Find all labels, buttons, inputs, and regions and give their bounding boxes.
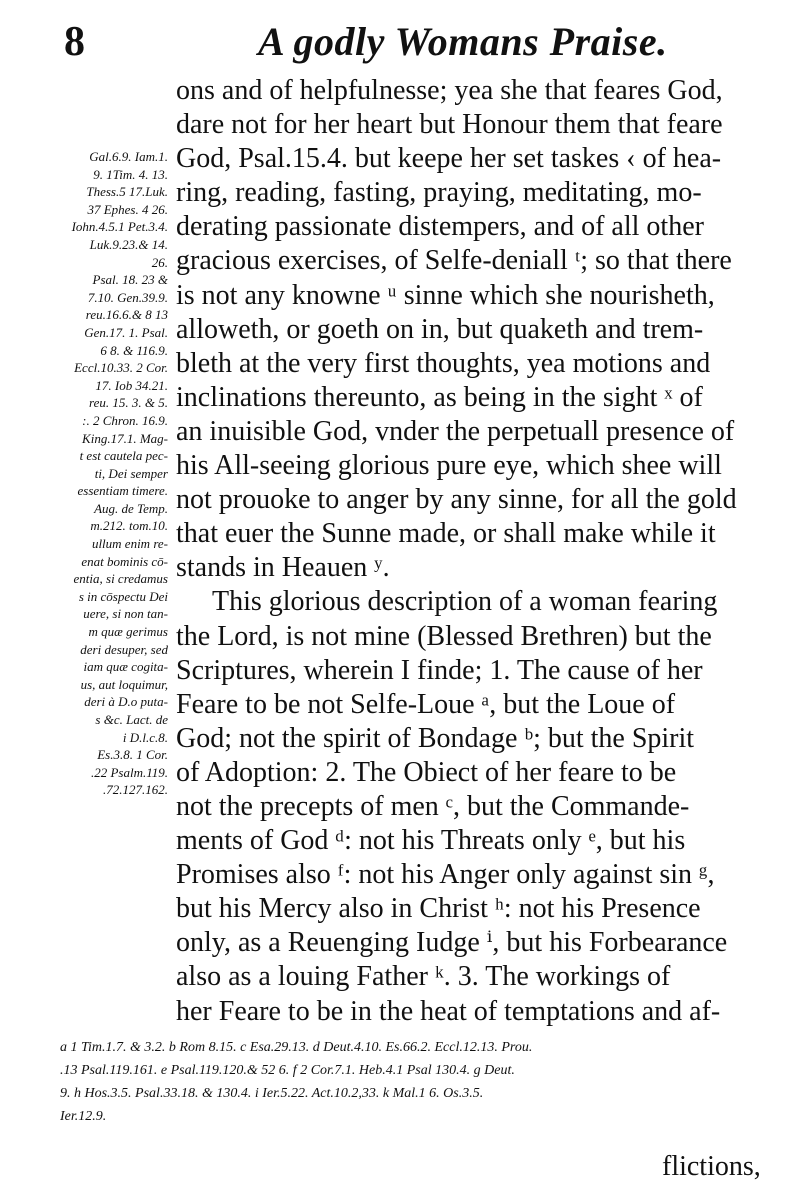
footnote-line: .13 Psal.119.161. e Psal.119.120.& 52 6. f 2 Cor.7.1. Heb.4.1 Psal 130.4. g Deut. <box>60 1063 515 1078</box>
text-line: also as a louing Father ᵏ. 3. The workings of <box>176 961 671 993</box>
margin-note-line: deri desuper, sed <box>80 641 168 657</box>
margin-note-line: us, aut loquimur, <box>80 676 168 692</box>
text-line: not the precepts of men ᶜ, but the Commande- <box>176 790 690 822</box>
footnotes <box>60 1036 780 1128</box>
margin-note-line: King.17.1. Mag- <box>82 430 168 446</box>
margin-note-line: i D.l.c.8. <box>122 729 168 745</box>
margin-note-line: 26. <box>151 254 168 270</box>
main-text-block <box>176 74 776 1029</box>
margin-note-line: Gal.6.9. Iam.1. <box>89 149 168 164</box>
text-line: ring, reading, fasting, praying, meditating, mo- <box>176 177 702 209</box>
margin-note-line: 17. Iob 34.21. <box>95 377 168 393</box>
margin-note-line: enat bominis cō- <box>81 553 168 569</box>
text-line: of Adoption: 2. The Obiect of her feare to be <box>176 756 677 788</box>
margin-note-line: Iohn.4.5.1 Pet.3.4. <box>71 219 168 235</box>
margin-note-line: 9. 1Tim. 4. 13. <box>93 166 168 182</box>
text-line: that euer the Sunne made, or shall make while it <box>176 518 716 550</box>
text-line: Promises also ᶠ: not his Anger only against sin ᵍ, <box>176 859 715 891</box>
footnote-line: a 1 Tim.1.7. & 3.2. b Rom 8.15. c Esa.29.13. d Deut.4.10. Es.66.2. Eccl.12.13. Prou. <box>60 1040 533 1055</box>
margin-note-line: t est cautela pec- <box>79 448 168 464</box>
margin-note-line: :. 2 Chron. 16.9. <box>82 412 168 428</box>
text-line: dare not for her heart but Honour them that feare <box>176 109 723 141</box>
margin-note-line: Es.3.8. 1 Cor. <box>97 747 168 763</box>
margin-note-line: .22 Psalm.119. <box>90 764 168 780</box>
margin-note-line: reu.16.6.& 8 13 <box>85 307 168 323</box>
margin-notes <box>58 148 168 799</box>
text-line: is not any knowne ᵘ sinne which she nourisheth, <box>176 279 715 311</box>
margin-note-line: m.212. tom.10. <box>90 518 168 534</box>
margin-note-line: Gen.17. 1. Psal. <box>84 324 168 340</box>
margin-note-line: Luk.9.23.& 14. <box>89 236 168 252</box>
text-line: but his Mercy also in Christ ʰ: not his Presence <box>176 893 701 925</box>
margin-note-line: Psal. 18. 23 & <box>92 272 168 288</box>
text-line: God; not the spirit of Bondage ᵇ; but the Spirit <box>176 722 695 754</box>
text-line: not prouoke to anger by any sinne, for all the gold <box>176 484 737 516</box>
running-head <box>0 14 802 68</box>
text-line: gracious exercises, of Selfe-deniall ᵗ; so that there <box>176 245 732 277</box>
margin-note-line: m quæ gerimus <box>88 624 168 640</box>
text-line: his All-seeing glorious pure eye, which shee will <box>176 450 722 482</box>
text-line: Scriptures, wherein I finde; 1. The cause of her <box>176 654 703 686</box>
footnote-line: 9. h Hos.3.5. Psal.33.18. & 130.4. i Ier.5.22. Act.10.2,33. k Mal.1 6. Os.3.5. <box>60 1086 484 1101</box>
margin-note-line: deri à D.o puta- <box>84 694 168 710</box>
catchword: flictions, <box>662 1151 761 1182</box>
text-line: alloweth, or goeth on in, but quaketh and trem- <box>176 313 704 345</box>
margin-note-line: 6 8. & 116.9. <box>100 342 168 358</box>
page-number: 8 <box>64 19 85 65</box>
running-title: A godly Womans Praise. <box>258 19 668 64</box>
text-line: ments of God ᵈ: not his Threats only ᵉ, but his <box>176 825 686 857</box>
margin-note-line: s &c. Lact. de <box>95 712 168 727</box>
text-line: This glorious description of a woman fearing <box>212 586 718 618</box>
margin-note-line: reu. 15. 3. & 5. <box>89 395 168 411</box>
text-line: the Lord, is not mine (Blessed Brethren) but the <box>176 620 712 652</box>
text-line: God, Psal.15.4. but keepe her set taskes ‹ of hea- <box>176 143 722 175</box>
text-line: an inuisible God, vnder the perpetuall presence of <box>176 415 735 447</box>
footnote-line: Ier.12.9. <box>60 1109 107 1124</box>
text-line: her Feare to be in the heat of temptations and af- <box>176 995 721 1027</box>
margin-note-line: Thess.5 17.Luk. <box>86 184 168 200</box>
text-line: derating passionate distempers, and of all other <box>176 211 704 243</box>
margin-note-line: ti, Dei semper <box>94 465 168 481</box>
text-line: Feare to be not Selfe-Loue ᵃ, but the Loue of <box>176 688 676 720</box>
text-line: ons and of helpfulnesse; yea she that feares God, <box>176 75 723 106</box>
margin-note-line: entia, si credamus <box>73 571 168 587</box>
margin-note-line: Aug. de Temp. <box>94 500 168 516</box>
margin-note-line: .72.127.162. <box>103 782 168 798</box>
margin-note-line: s in cōspectu Dei <box>78 588 168 604</box>
text-line: only, as a Reuenging Iudge ⁱ, but his Forbearance <box>176 927 728 959</box>
margin-note-line: Eccl.10.33. 2 Cor. <box>74 360 168 376</box>
margin-note-line: ullum enim re- <box>91 536 168 552</box>
text-line: inclinations thereunto, as being in the sight ˣ of <box>176 381 703 413</box>
margin-note-line: iam quæ cogita- <box>83 659 168 675</box>
text-line: stands in Heauen ʸ. <box>176 552 390 584</box>
margin-note-line: uere, si non tan- <box>83 606 168 622</box>
margin-note-line: 37 Ephes. 4 26. <box>87 201 168 217</box>
margin-note-line: 7.10. Gen.39.9. <box>87 289 168 305</box>
margin-note-line: essentiam timere. <box>77 483 168 499</box>
text-line: bleth at the very first thoughts, yea motions and <box>176 347 711 379</box>
